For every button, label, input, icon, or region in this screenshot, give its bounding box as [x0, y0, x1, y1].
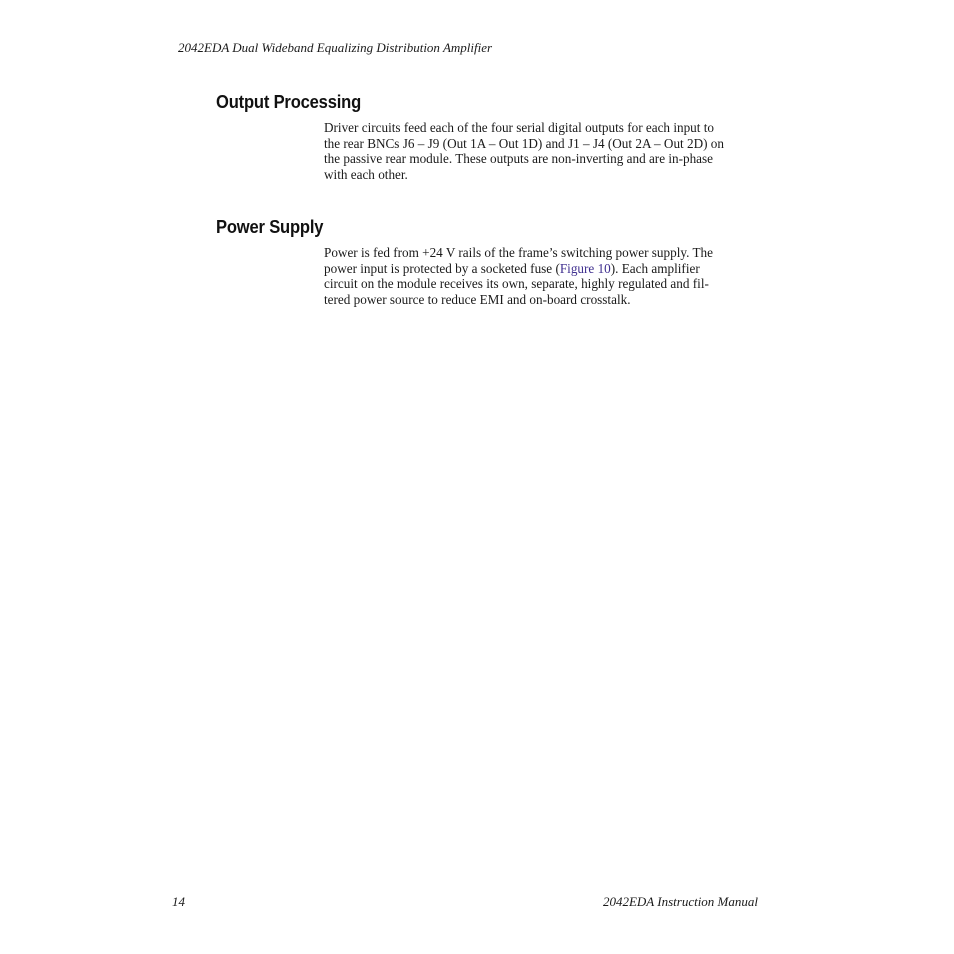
paragraph-line: circuit on the module receives its own, separate, highly regulated and fil-: [324, 276, 709, 292]
paragraph-text: power input is protected by a socketed fuse (: [324, 260, 560, 276]
paragraph-line: Driver circuits feed each of the four serial digital outputs for each input to: [324, 120, 714, 135]
page-number: 14: [172, 894, 185, 909]
paragraph-text: ). Each amplifier: [610, 260, 700, 276]
paragraph-line: with each other.: [324, 167, 408, 183]
paragraph-line: the passive rear module. These outputs are non-inverting and are in-phase: [324, 151, 714, 167]
paragraph-line: tered power source to reduce EMI and on-board crosstalk.: [324, 292, 631, 308]
running-header: 2042EDA Dual Wideband Equalizing Distribution Amplifier: [178, 40, 493, 55]
paragraph-line: the rear BNCs J6 – J9 (Out 1A – Out 1D) and J1 – J4 (Out 2A – Out 2D) on: [324, 135, 724, 151]
paragraph-power-supply: [324, 245, 764, 308]
figure-10-link[interactable]: Figure 10: [559, 260, 611, 276]
section-heading-output-processing: Output Processing: [216, 92, 362, 112]
section-heading-power-supply: Power Supply: [216, 217, 324, 237]
paragraph-line: Power is fed from +24 V rails of the frame’s switching power supply. The: [324, 245, 713, 260]
footer-manual-title: 2042EDA Instruction Manual: [602, 894, 758, 909]
paragraph-output-processing: [324, 120, 764, 183]
paragraph-line: [324, 261, 764, 277]
